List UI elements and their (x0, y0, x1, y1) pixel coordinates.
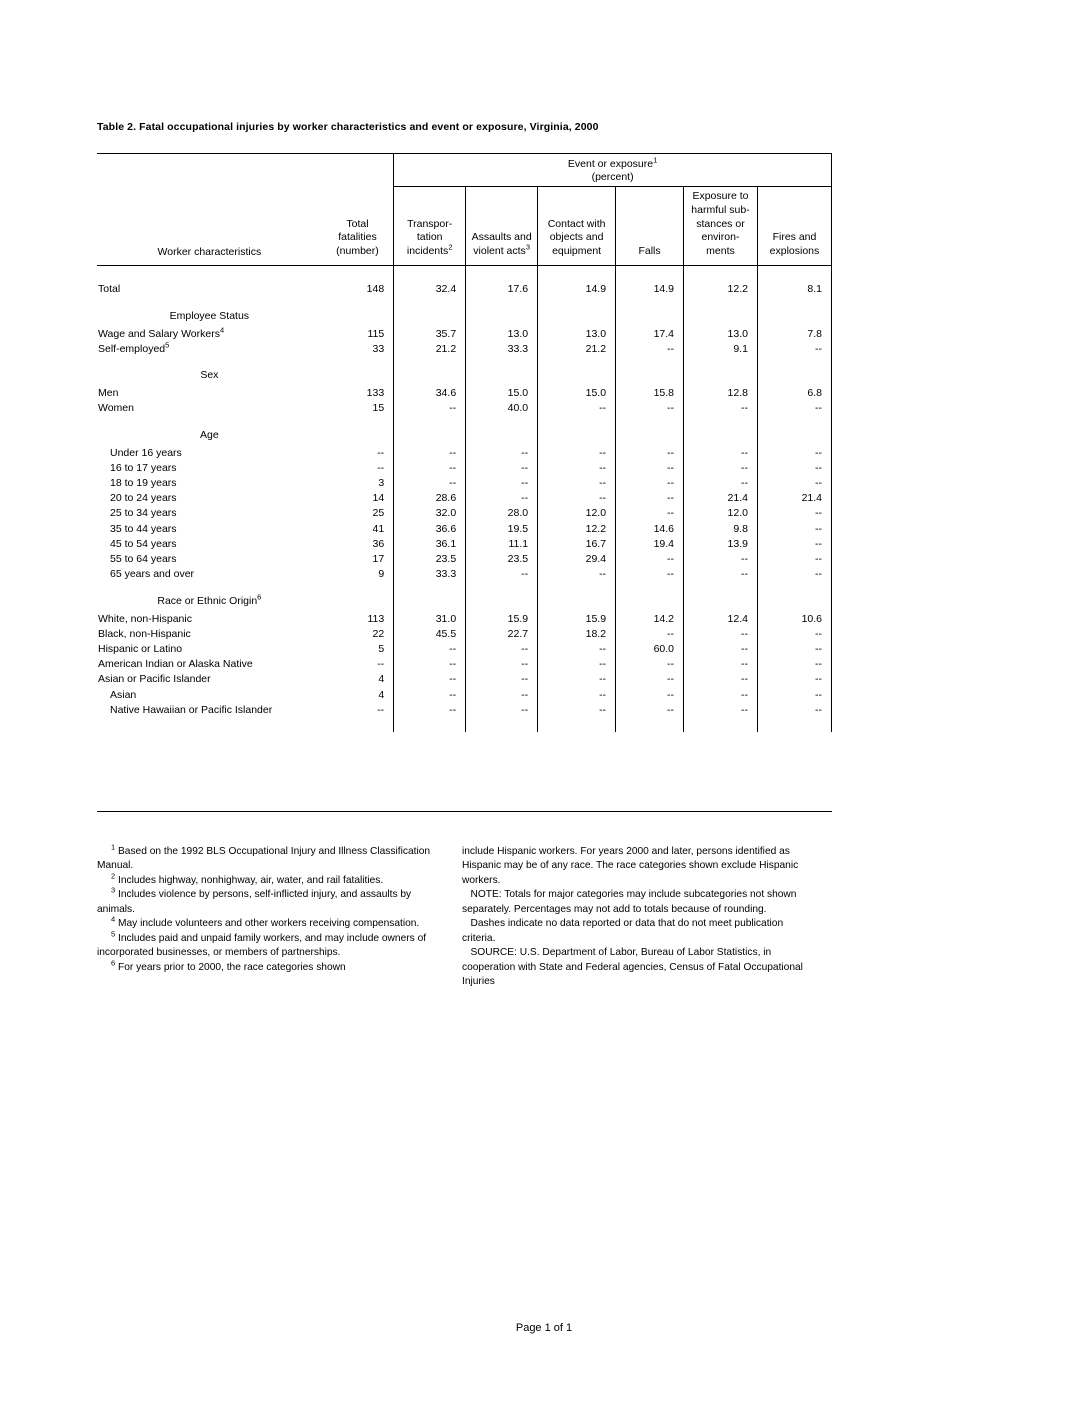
cell-value: 5 (378, 642, 385, 655)
cell-value: -- (757, 672, 831, 687)
colhdr-exposure-l3: stances or (696, 217, 745, 230)
cell-value: 17.6 (466, 282, 538, 297)
cell-value: 22.7 (466, 627, 538, 642)
cell-value: 13.0 (466, 327, 538, 342)
cell-value: -- (394, 446, 466, 461)
span-header-row (97, 154, 832, 187)
span-header-sup: 1 (653, 155, 658, 165)
cell-value: -- (616, 506, 684, 521)
group-header-label: Sex (200, 369, 219, 382)
footnote: SOURCE: U.S. Department of Labor, Bureau of Labor Statistics, in cooperation with State and Federal agencies, Census of Fatal Occupational Injuries (462, 947, 803, 988)
row-label: 20 to 24 years (110, 492, 177, 505)
cell-value: -- (538, 657, 616, 672)
cell-value: -- (757, 703, 831, 718)
table-bottom-rule (97, 811, 832, 812)
cell-value: -- (466, 642, 538, 657)
table-row (97, 688, 832, 703)
cell-value: 19.5 (466, 522, 538, 537)
cell-value: 13.0 (538, 327, 616, 342)
cell-value: -- (538, 446, 616, 461)
cell-value: -- (466, 491, 538, 506)
cell-value: -- (394, 476, 466, 491)
cell-value: -- (684, 401, 758, 416)
cell-value: -- (684, 627, 758, 642)
cell-value: -- (538, 491, 616, 506)
cell-value: 21.4 (684, 491, 758, 506)
cell-value: -- (684, 642, 758, 657)
colhdr-assaults-l2: violent acts (473, 244, 526, 257)
cell-value: -- (757, 552, 831, 567)
row-label: 45 to 54 years (110, 537, 177, 550)
cell-value: 25 (372, 507, 385, 520)
cell-value: -- (616, 688, 684, 703)
colhdr-exposure-harmful-substances (684, 187, 758, 266)
cell-value: -- (684, 688, 758, 703)
colhdr-assaults-violent-acts (466, 187, 538, 266)
cell-value: 31.0 (394, 612, 466, 627)
cell-value: 11.1 (466, 537, 538, 552)
row-label: Hispanic or Latino (98, 642, 183, 655)
cell-value: 14.9 (616, 282, 684, 297)
footnote: $^5$ Includes paid and unpaid family workers, and may include owners of incorporated businesses, or members of partnerships. (97, 929, 427, 959)
column-header-row (97, 187, 832, 266)
row-label: 55 to 64 years (110, 553, 177, 566)
row-label: 16 to 17 years (110, 461, 177, 474)
span-header-event-exposure (394, 154, 832, 187)
colhdr-transport-l1: Transpor- (407, 217, 453, 230)
cell-value: 17.4 (616, 327, 684, 342)
cell-value: 113 (367, 612, 385, 625)
cell-value: -- (757, 522, 831, 537)
cell-value: 14.6 (616, 522, 684, 537)
cell-value: 21.2 (538, 342, 616, 357)
group-header-row (97, 357, 832, 386)
cell-value: 9 (378, 568, 385, 581)
table-row (97, 506, 832, 521)
cell-value: 35.7 (394, 327, 466, 342)
cell-value: -- (757, 342, 831, 357)
cell-value: -- (684, 552, 758, 567)
cell-value: -- (466, 657, 538, 672)
footnote: $^4$ May include volunteers and other workers receiving compensation. (111, 915, 420, 930)
cell-value: 16.7 (538, 537, 616, 552)
footnote: include Hispanic workers. For years 2000 and later, persons identified as Hispanic may be of any race. The race categories shown exclude Hispanic workers. (462, 846, 799, 886)
cell-value: -- (394, 703, 466, 718)
cell-value: -- (757, 506, 831, 521)
row-label: Native Hawaiian or Pacific Islander (110, 703, 273, 716)
colhdr-transport-l2: tation (416, 231, 443, 244)
group-header-label: Race or Ethnic Origin$^6$ (157, 592, 262, 607)
cell-value: -- (466, 446, 538, 461)
table-row (97, 491, 832, 506)
row-label: Total (98, 283, 121, 296)
cell-value: -- (466, 688, 538, 703)
colhdr-total-fatalities (322, 187, 394, 266)
cell-value: -- (466, 672, 538, 687)
cell-value: -- (616, 552, 684, 567)
colhdr-contact-objects-equipment (538, 187, 616, 266)
cell-value: 22 (372, 627, 385, 640)
colhdr-falls: Falls (616, 187, 684, 266)
row-label: Black, non-Hispanic (98, 627, 191, 640)
cell-value: 10.6 (757, 612, 831, 627)
spacer-row (97, 266, 832, 283)
cell-value: 12.2 (684, 282, 758, 297)
cell-value: -- (684, 446, 758, 461)
footnote: NOTE: Totals for major categories may include subcategories not shown separately. Percentages may not add to totals because of rounding. (462, 889, 797, 915)
cell-value: 60.0 (616, 642, 684, 657)
cell-value: 12.4 (684, 612, 758, 627)
cell-value: -- (757, 461, 831, 476)
cell-value: 32.0 (394, 506, 466, 521)
table-row (97, 476, 832, 491)
cell-value: -- (757, 688, 831, 703)
cell-value: -- (616, 657, 684, 672)
cell-value: -- (757, 446, 831, 461)
table-row (97, 703, 832, 718)
cell-value: -- (538, 461, 616, 476)
cell-value: -- (538, 688, 616, 703)
cell-value: -- (538, 642, 616, 657)
cell-value: 9.8 (684, 522, 758, 537)
table-row (97, 386, 832, 401)
cell-value: 33 (372, 342, 385, 355)
cell-value: -- (377, 658, 385, 671)
cell-value: -- (377, 461, 385, 474)
cell-value: 6.8 (757, 386, 831, 401)
cell-value: 41 (372, 522, 385, 535)
table-row (97, 672, 832, 687)
row-label: Under 16 years (110, 446, 182, 459)
colhdr-assaults-l1: Assaults and (471, 231, 532, 244)
cell-value: 14.9 (538, 282, 616, 297)
group-header-row (97, 298, 832, 327)
cell-value: -- (538, 476, 616, 491)
cell-value: 33.3 (394, 567, 466, 582)
cell-value: -- (757, 537, 831, 552)
table-row (97, 552, 832, 567)
table-row (97, 657, 832, 672)
cell-value: -- (616, 703, 684, 718)
colhdr-exposure-l1: Exposure to (692, 190, 749, 203)
cell-value: 23.5 (466, 552, 538, 567)
cell-value: -- (394, 401, 466, 416)
colhdr-assaults-sup: 3 (525, 242, 530, 252)
colhdr-exposure-l5: ments (706, 244, 735, 257)
span-header-blank (97, 154, 322, 187)
table-row (97, 282, 832, 297)
colhdr-transportation-incidents (394, 187, 466, 266)
cell-value: -- (538, 672, 616, 687)
cell-value: 28.0 (466, 506, 538, 521)
group-header-row (97, 417, 832, 446)
cell-value: -- (538, 401, 616, 416)
footnote: $^3$ Includes violence by persons, self-inflicted injury, and assaults by animals. (97, 886, 412, 915)
cell-value: -- (684, 657, 758, 672)
row-label: Asian (110, 688, 137, 701)
cell-value: -- (394, 461, 466, 476)
table-row (97, 537, 832, 552)
colhdr-fires-l1: Fires and (772, 231, 817, 244)
cell-value: -- (616, 627, 684, 642)
group-header-label: Age (200, 428, 219, 441)
cell-value: -- (616, 491, 684, 506)
footnotes-right-column (462, 845, 807, 990)
colhdr-total-l1: Total (346, 217, 369, 230)
cell-value: 18.2 (538, 627, 616, 642)
cell-value: 4 (378, 673, 385, 686)
cell-value: -- (538, 567, 616, 582)
row-label: 25 to 34 years (110, 507, 177, 520)
cell-value: 3 (378, 476, 385, 489)
row-label: Asian or Pacific Islander (98, 673, 211, 686)
cell-value: 7.8 (757, 327, 831, 342)
cell-value: 32.4 (394, 282, 466, 297)
cell-value: 148 (366, 283, 385, 296)
cell-value: 28.6 (394, 491, 466, 506)
cell-value: -- (757, 627, 831, 642)
cell-value: -- (616, 476, 684, 491)
row-label: White, non-Hispanic (98, 612, 192, 625)
cell-value: -- (377, 446, 385, 459)
cell-value: -- (466, 567, 538, 582)
table-header (97, 154, 832, 266)
cell-value: 13.9 (684, 537, 758, 552)
cell-value: 33.3 (466, 342, 538, 357)
colhdr-contact-l2: objects and (549, 231, 604, 244)
cell-value: 29.4 (538, 552, 616, 567)
cell-value: 15.9 (538, 612, 616, 627)
table-row (97, 461, 832, 476)
row-label: Women (98, 402, 134, 415)
cell-value: 34.6 (394, 386, 466, 401)
cell-value: -- (684, 476, 758, 491)
row-label: Self-employed$^5$ (98, 340, 170, 355)
cell-value: -- (538, 703, 616, 718)
cell-value: 40.0 (466, 401, 538, 416)
footnote: $^2$ Includes highway, nonhighway, air, water, and rail fatalities. (111, 871, 384, 886)
cell-value: -- (377, 703, 385, 716)
colhdr-contact-l3: equipment (552, 244, 602, 257)
cell-value: -- (616, 672, 684, 687)
cell-value: -- (466, 461, 538, 476)
table-row (97, 342, 832, 357)
cell-value: 14.2 (616, 612, 684, 627)
span-header-line1: Event or exposure (567, 158, 654, 170)
cell-value: 8.1 (757, 282, 831, 297)
cell-value: 45.5 (394, 627, 466, 642)
cell-value: -- (466, 476, 538, 491)
cell-value: 4 (378, 688, 385, 701)
cell-value: -- (394, 688, 466, 703)
cell-value: 15.0 (538, 386, 616, 401)
colhdr-exposure-l2: harmful sub- (691, 203, 750, 216)
cell-value: -- (394, 642, 466, 657)
cell-value: -- (616, 401, 684, 416)
cell-value: 15.8 (616, 386, 684, 401)
table-row (97, 401, 832, 416)
cell-value: 12.8 (684, 386, 758, 401)
table-row (97, 642, 832, 657)
colhdr-worker-characteristics: Worker characteristics (97, 187, 322, 266)
colhdr-fires-explosions (757, 187, 831, 266)
group-header-row (97, 583, 832, 612)
cell-value: 115 (367, 327, 385, 340)
cell-value: -- (757, 476, 831, 491)
span-header-blank-total (322, 154, 394, 187)
cell-value: 36 (372, 537, 385, 550)
cell-value: -- (616, 446, 684, 461)
row-label: 35 to 44 years (110, 522, 177, 535)
cell-value: 21.2 (394, 342, 466, 357)
cell-value: -- (757, 401, 831, 416)
footnotes (97, 842, 837, 990)
colhdr-contact-l1: Contact with (547, 217, 606, 230)
fatal-injuries-table (97, 153, 832, 732)
cell-value: -- (394, 672, 466, 687)
span-header-line2: (percent) (591, 171, 634, 184)
cell-value: 36.6 (394, 522, 466, 537)
row-label: Men (98, 387, 119, 400)
colhdr-total-l3: (number) (336, 244, 379, 257)
cell-value: 12.2 (538, 522, 616, 537)
footnote: $^1$ Based on the 1992 BLS Occupational Injury and Illness Classification Manual. (97, 842, 431, 872)
cell-value: 12.0 (684, 506, 758, 521)
footnote: $^6$ For years prior to 2000, the race categories shown (111, 958, 346, 973)
cell-value: -- (684, 703, 758, 718)
cell-value: 15.9 (466, 612, 538, 627)
colhdr-total-l2: fatalities (338, 231, 377, 244)
cell-value: -- (616, 342, 684, 357)
cell-value: -- (616, 461, 684, 476)
cell-value: -- (616, 567, 684, 582)
colhdr-exposure-l4: environ- (701, 231, 740, 244)
footnote: Dashes indicate no data reported or data that do not meet publication criteria. (462, 918, 784, 944)
cell-value: 19.4 (616, 537, 684, 552)
page-title: Table 2. Fatal occupational injuries by worker characteristics and event or exposure, Virginia, 2000 (97, 121, 599, 133)
cell-value: -- (394, 657, 466, 672)
table-row (97, 327, 832, 342)
row-label: Wage and Salary Workers$^4$ (98, 325, 225, 340)
cell-value: -- (684, 461, 758, 476)
row-label: American Indian or Alaska Native (98, 658, 253, 671)
cell-value: 12.0 (538, 506, 616, 521)
cell-value: 21.4 (757, 491, 831, 506)
cell-value: 133 (366, 387, 385, 400)
spacer-row (97, 718, 832, 732)
footnotes-left-column (97, 842, 442, 975)
colhdr-fires-l2: explosions (769, 244, 820, 257)
row-label: 18 to 19 years (110, 476, 177, 489)
cell-value: 9.1 (684, 342, 758, 357)
cell-value: 23.5 (394, 552, 466, 567)
cell-value: -- (684, 672, 758, 687)
cell-value: -- (757, 657, 831, 672)
cell-value: 36.1 (394, 537, 466, 552)
cell-value: -- (684, 567, 758, 582)
page-footer: Page 1 of 1 (515, 1322, 573, 1334)
colhdr-transport-sup: 2 (448, 242, 453, 252)
row-label: 65 years and over (110, 568, 195, 581)
cell-value: 13.0 (684, 327, 758, 342)
cell-value: -- (757, 567, 831, 582)
cell-value: 15.0 (466, 386, 538, 401)
table-body (97, 266, 832, 732)
table-row (97, 446, 832, 461)
table-row (97, 612, 832, 627)
cell-value: 14 (372, 492, 385, 505)
colhdr-transport-l3: incidents (406, 244, 449, 257)
cell-value: -- (466, 703, 538, 718)
cell-value: 17 (372, 553, 385, 566)
table-row (97, 627, 832, 642)
table-row (97, 567, 832, 582)
table-row (97, 522, 832, 537)
cell-value: 15 (372, 402, 385, 415)
group-header-label: Employee Status (169, 309, 250, 322)
cell-value: -- (757, 642, 831, 657)
